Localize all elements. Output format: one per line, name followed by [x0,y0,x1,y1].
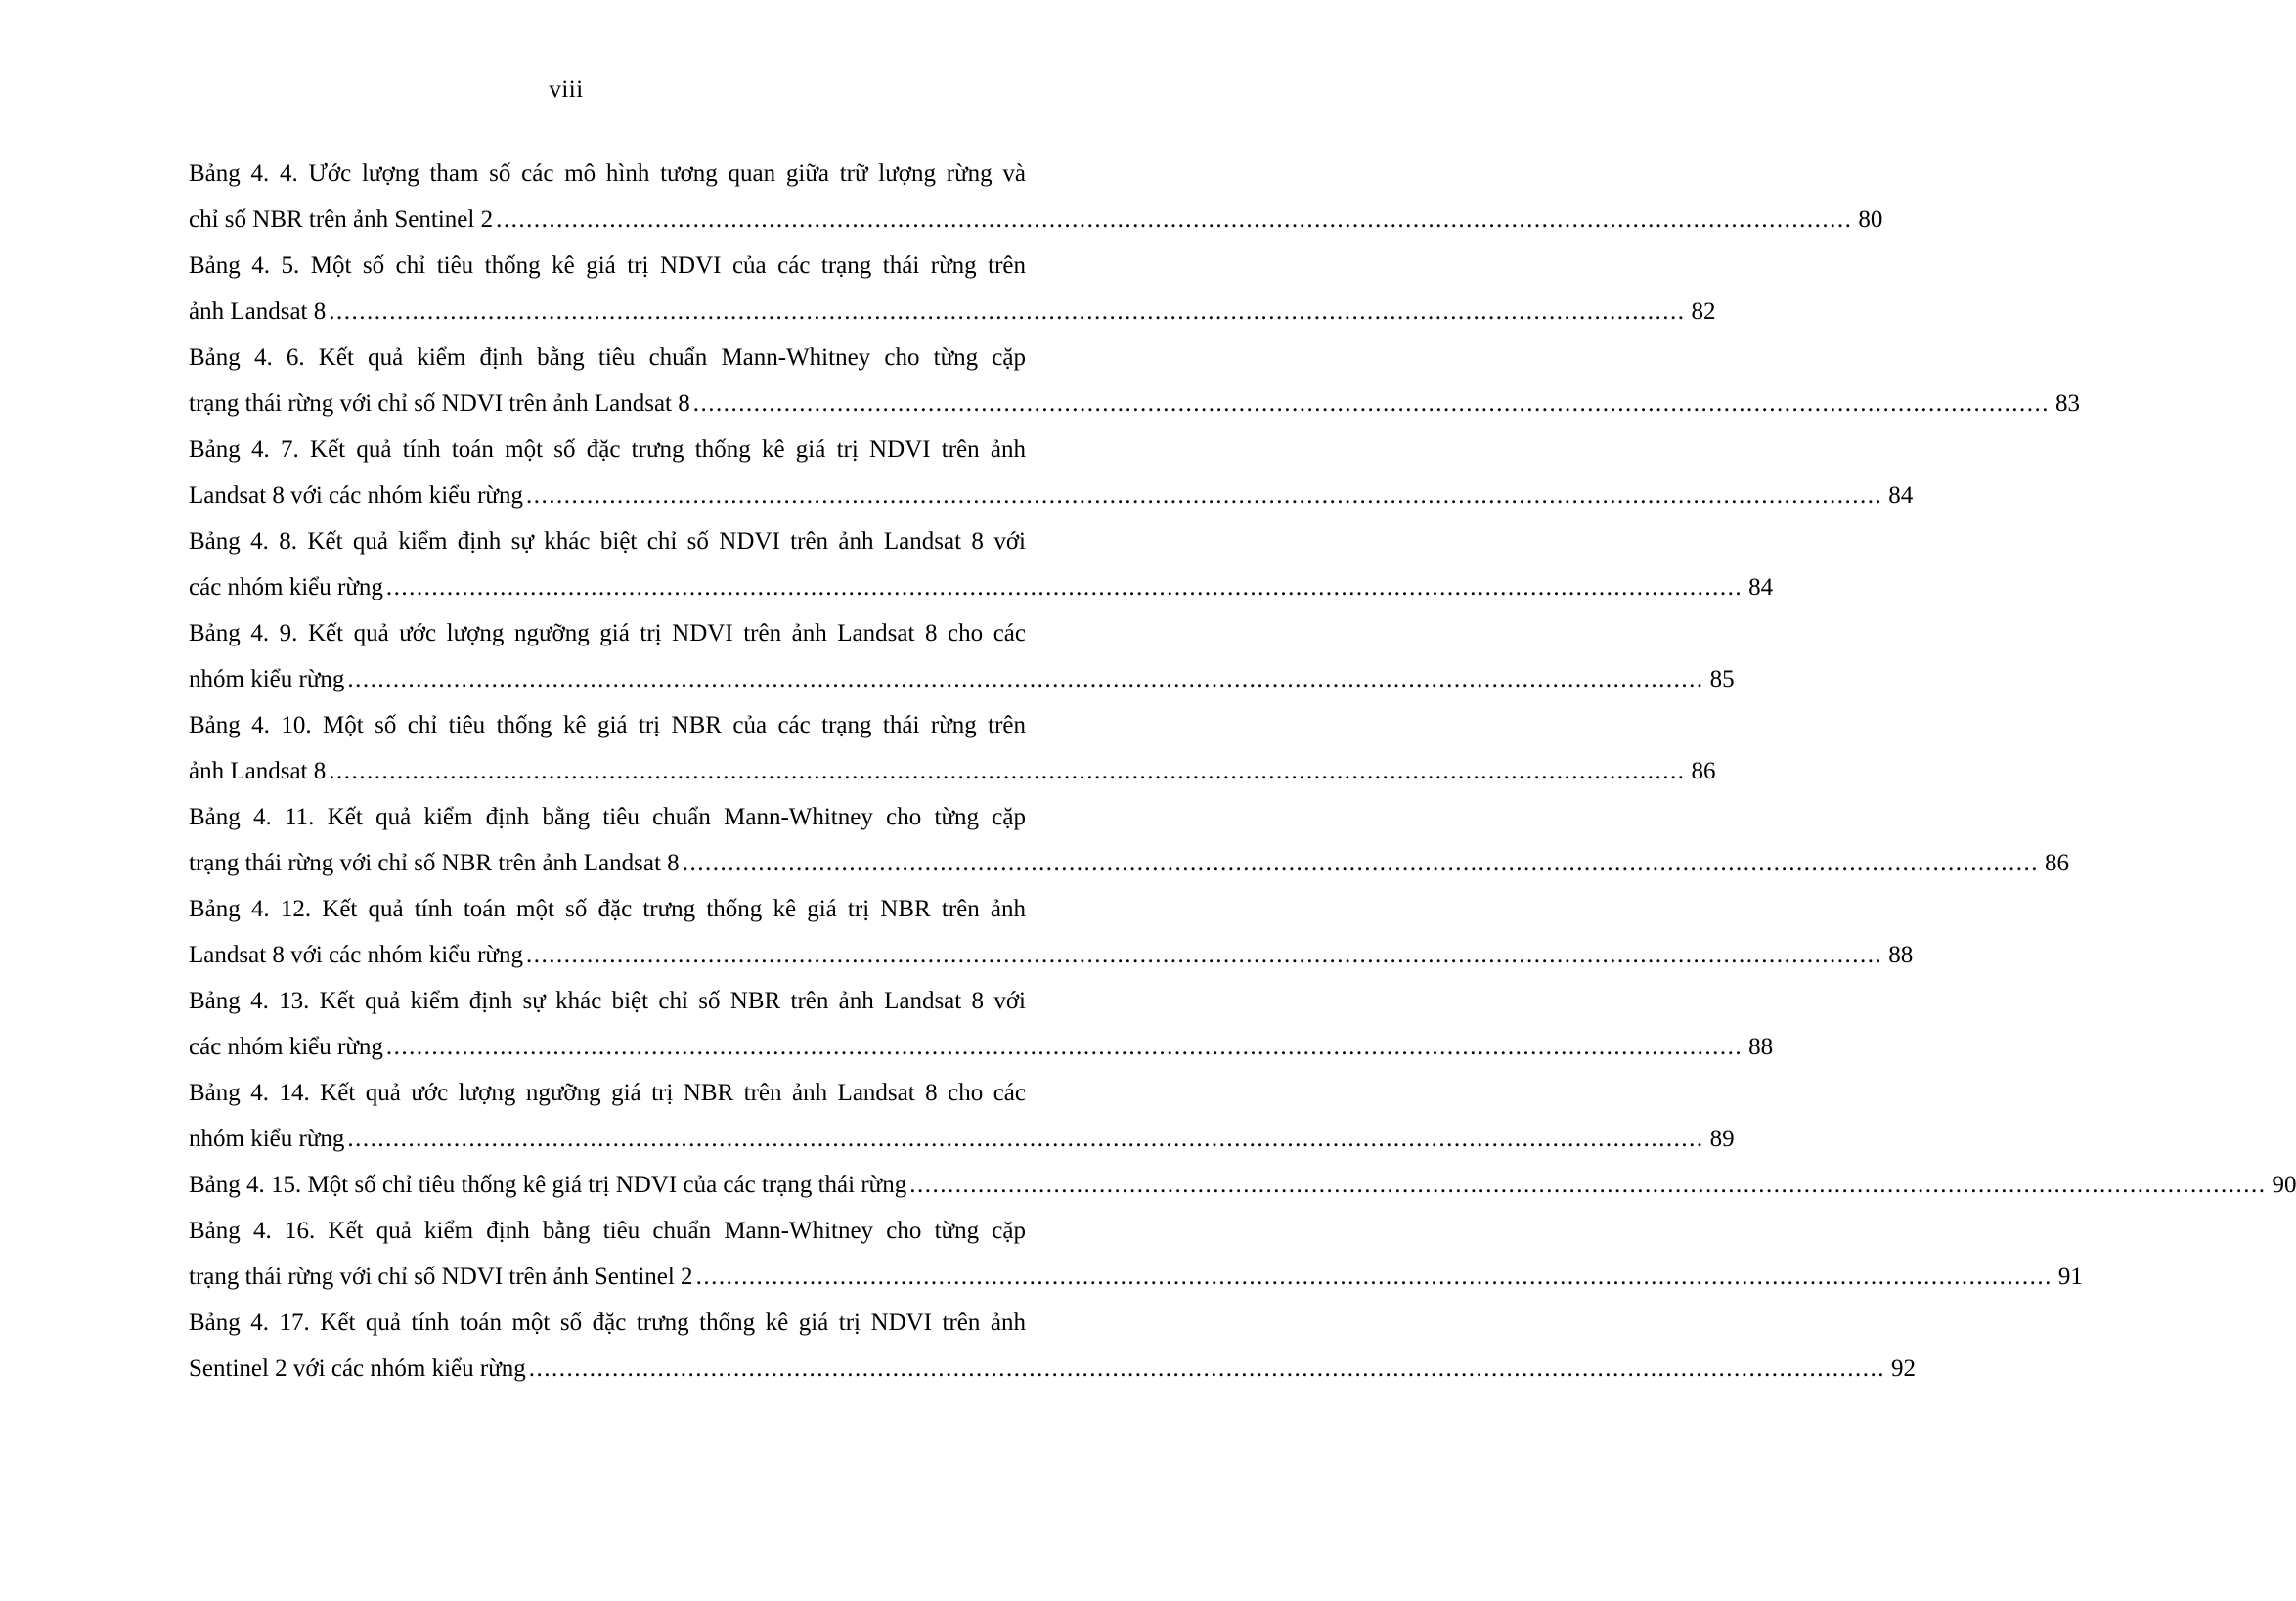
toc-entry[interactable] [189,151,1883,243]
toc-entry-page-number: 91 [2057,1264,2083,1290]
dot-leader: ................................................................................................................................................................................... [692,390,2051,417]
toc-entry-last-line [189,1162,2296,1208]
toc-entry-title-end: trạng thái rừng với chỉ số NDVI trên ảnh Landsat 8 [189,390,690,417]
toc-entry-title-end: Landsat 8 với các nhóm kiểu rừng [189,942,523,968]
toc-entry-title-line: Bảng 4. 14. Kết quả ước lượng ngưỡng giá trị NBR trên ảnh Landsat 8 cho các [189,1080,1026,1106]
toc-entry[interactable] [189,886,1914,978]
dot-leader: ................................................................................................................................................................................... [329,298,1686,325]
dot-leader: ................................................................................................................................................................................... [385,1034,1744,1060]
toc-entry[interactable] [189,1070,1735,1162]
toc-entry[interactable] [189,978,1774,1070]
dot-leader: ................................................................................................................................................................................... [385,574,1744,600]
dot-leader: ................................................................................................................................................................................... [347,1126,1704,1152]
toc-entry[interactable] [189,243,1716,334]
toc-entry-last-line [189,472,1914,518]
toc-entry-last-line [189,289,1716,334]
toc-entry-page-number: 80 [1858,206,1883,233]
toc-entry[interactable] [189,702,1716,794]
toc-entry-last-line [189,840,2069,886]
toc-entry-title-end: các nhóm kiểu rừng [189,1034,383,1060]
toc-entry-page-number: 86 [2044,850,2069,876]
toc-entry-title-line: Bảng 4. 6. Kết quả kiểm định bằng tiêu chuẩn Mann-Whitney cho từng cặp [189,344,1026,371]
toc-entry-last-line [189,656,1735,702]
toc-entry-page-number: 89 [1709,1126,1735,1152]
toc-entry-title-line: Bảng 4. 10. Một số chỉ tiêu thống kê giá trị NBR của các trạng thái rừng trên [189,712,1026,738]
toc-entry[interactable] [189,518,1774,610]
toc-entry-title-end: trạng thái rừng với chỉ số NDVI trên ảnh Sentinel 2 [189,1264,693,1290]
toc-entry-page-number: 83 [2055,390,2081,417]
toc-entry-last-line [189,1346,1917,1392]
toc-entry-title-line: Bảng 4. 16. Kết quả kiểm định bằng tiêu chuẩn Mann-Whitney cho từng cặp [189,1218,1026,1244]
toc-entry-last-line [189,564,1774,610]
toc-entry-title-end: nhóm kiểu rừng [189,666,345,692]
dot-leader: ................................................................................................................................................................................... [525,942,1883,968]
toc-entry-title-end: trạng thái rừng với chỉ số NBR trên ảnh Landsat 8 [189,850,680,876]
toc-entry-title-line: Bảng 4. 11. Kết quả kiểm định bằng tiêu chuẩn Mann-Whitney cho từng cặp [189,804,1026,830]
toc-entry-page-number: 85 [1709,666,1735,692]
toc-entry-last-line [189,380,2081,426]
dot-leader: ................................................................................................................................................................................... [347,666,1704,692]
toc-entry-title-end: Sentinel 2 với các nhóm kiểu rừng [189,1356,526,1382]
toc-entry[interactable] [189,1300,1917,1392]
toc-entry[interactable] [189,1162,2296,1208]
toc-entry-title-line: Bảng 4. 7. Kết quả tính toán một số đặc trưng thống kê giá trị NDVI trên ảnh [189,436,1026,463]
toc-entry-title-end: ảnh Landsat 8 [189,758,327,784]
toc-entry-title-line: Bảng 4. 13. Kết quả kiểm định sự khác biệt chỉ số NBR trên ảnh Landsat 8 với [189,988,1026,1014]
toc-entry[interactable] [189,426,1914,518]
toc-entry-last-line [189,748,1716,794]
toc-entry-last-line [189,1024,1774,1070]
toc-entry-title-end: chỉ số NBR trên ảnh Sentinel 2 [189,206,494,233]
toc-entry-title-line: Bảng 4. 9. Kết quả ước lượng ngưỡng giá trị NDVI trên ảnh Landsat 8 cho các [189,620,1026,646]
toc-entry-last-line [189,1254,2083,1300]
toc-entry-title-end: Landsat 8 với các nhóm kiểu rừng [189,482,523,509]
dot-leader: ................................................................................................................................................................................... [525,482,1883,509]
dot-leader: ................................................................................................................................................................................... [496,206,1853,233]
toc-entry-title-line: Bảng 4. 17. Kết quả tính toán một số đặc trưng thống kê giá trị NDVI trên ảnh [189,1310,1026,1336]
toc-entry-page-number: 90 [2272,1172,2296,1198]
page-number: viii [549,76,584,103]
toc-entry-title-end: các nhóm kiểu rừng [189,574,383,600]
toc-entry-last-line [189,932,1914,978]
toc-entry[interactable] [189,794,2069,886]
dot-leader: ................................................................................................................................................................................... [528,1356,1886,1382]
toc-entry-page-number: 92 [1891,1356,1917,1382]
toc-entry-page-number: 82 [1691,298,1716,325]
toc-entry-last-line [189,197,1883,243]
toc-entry-page-number: 84 [1888,482,1914,509]
table-of-contents [189,151,2296,1392]
toc-entry[interactable] [189,610,1735,702]
dot-leader: ................................................................................................................................................................................... [682,850,2039,876]
dot-leader: ................................................................................................................................................................................... [695,1264,2053,1290]
toc-entry-title-line: Bảng 4. 5. Một số chỉ tiêu thống kê giá trị NDVI của các trạng thái rừng trên [189,252,1026,279]
toc-entry-page-number: 88 [1748,1034,1774,1060]
toc-entry-title-end: Bảng 4. 15. Một số chỉ tiêu thống kê giá trị NDVI của các trạng thái rừng [189,1172,907,1198]
toc-entry-last-line [189,1116,1735,1162]
toc-entry-title-line: Bảng 4. 8. Kết quả kiểm định sự khác biệt chỉ số NDVI trên ảnh Landsat 8 với [189,528,1026,555]
toc-entry-page-number: 84 [1748,574,1774,600]
toc-entry-page-number: 86 [1691,758,1716,784]
toc-entry[interactable] [189,1208,2083,1300]
toc-entry[interactable] [189,334,2081,426]
toc-entry-title-end: nhóm kiểu rừng [189,1126,345,1152]
toc-entry-title-line: Bảng 4. 4. Ước lượng tham số các mô hình tương quan giữa trữ lượng rừng và [189,160,1026,187]
dot-leader: ................................................................................................................................................................................... [909,1172,2267,1198]
toc-entry-title-line: Bảng 4. 12. Kết quả tính toán một số đặc trưng thống kê giá trị NBR trên ảnh [189,896,1026,922]
dot-leader: ................................................................................................................................................................................... [329,758,1686,784]
toc-entry-title-end: ảnh Landsat 8 [189,298,327,325]
toc-entry-page-number: 88 [1888,942,1914,968]
